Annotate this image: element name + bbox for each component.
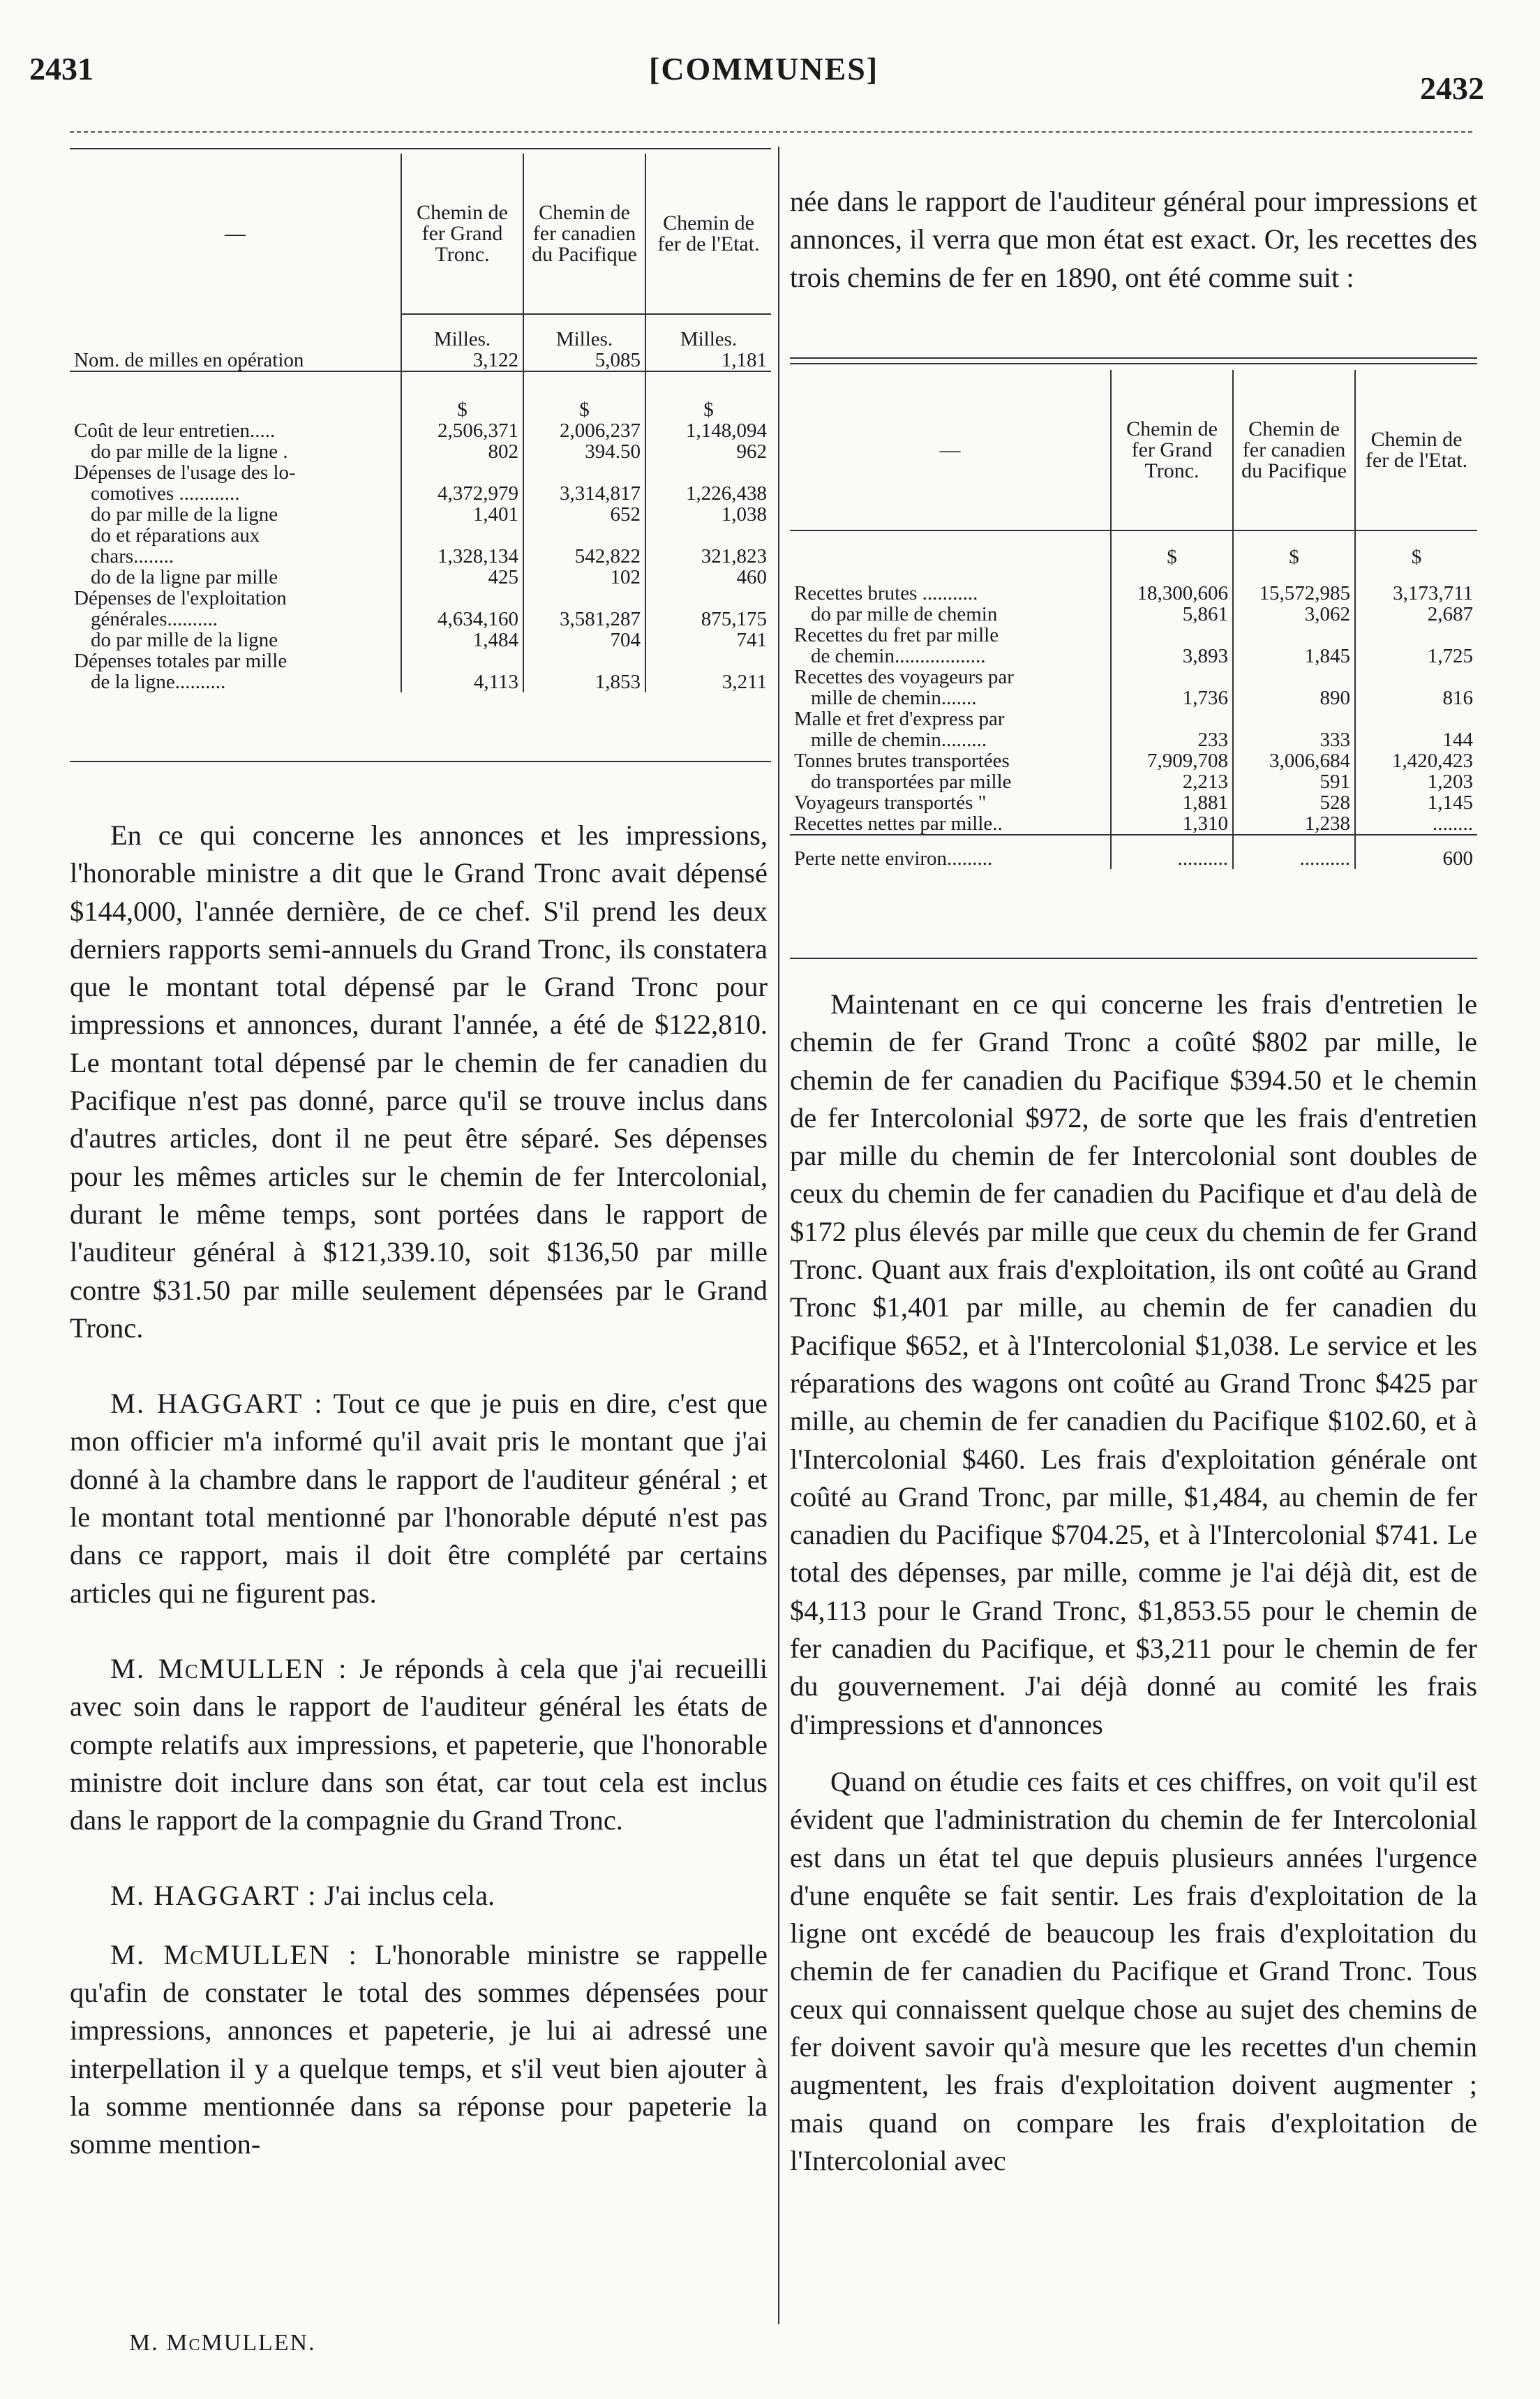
table1-row — [70, 630, 771, 651]
table2-cell: 1,725 — [1355, 646, 1477, 667]
table1-cell: 1,484 — [401, 630, 523, 651]
table1-cell: 741 — [645, 630, 771, 651]
header-rule — [70, 131, 1472, 133]
table2-row — [790, 625, 1477, 646]
table1-cell — [523, 588, 645, 609]
table2-cell: 3,062 — [1233, 604, 1355, 625]
right-column — [790, 986, 1477, 2180]
table2-row-label: de chemin.................. — [811, 645, 986, 667]
table1-cell: 321,823 — [645, 546, 771, 567]
speaker-name: M. HAGGART : — [110, 1388, 324, 1420]
table1-cell — [645, 462, 771, 483]
table2-header-pacifique: Chemin de fer canadien du Pacifique — [1233, 370, 1355, 530]
table1-row — [70, 441, 771, 462]
speech-text: J'ai inclus cela. — [324, 1880, 495, 1912]
table1-row — [70, 671, 771, 692]
table1-row-label: Dépenses de l'exploitation — [74, 587, 287, 609]
table2-row — [790, 750, 1477, 771]
table2-cell: 7,909,708 — [1111, 750, 1233, 771]
table1-header-grand-tronc: Chemin de fer Grand Tronc. — [401, 154, 523, 314]
paragraph — [70, 1877, 768, 1915]
table2-row-label: Voyageurs transportés " — [794, 792, 987, 814]
table1-cell — [401, 462, 523, 483]
speech-text: Tout ce que je puis en dire, c'est que mon officier m'a informé qu'il avait pris le montant que j'ai donné à la chambre dans le rapport de l'auditeur général ; et le montant total mentionné par l'honorable député n'est pas dans ce rapport, mais il doit être complété par certains articles qui ne figurent pas. — [70, 1388, 768, 1609]
table2-cell: 1,145 — [1355, 792, 1477, 813]
table2-cell: 600 — [1355, 835, 1477, 869]
paragraph — [70, 1385, 768, 1612]
table1-row-label: de la ligne.......... — [91, 671, 226, 693]
left-column — [70, 817, 768, 2164]
table1-cell: 704 — [523, 630, 645, 651]
table1-miles-value: 5,085 — [523, 350, 645, 371]
table1-cell: 3,314,817 — [523, 483, 645, 504]
speaker-name: M. McMULLEN : — [110, 1938, 358, 1970]
table1-header-pacifique: Chemin de fer canadien du Pacifique — [523, 154, 645, 314]
table1-row-label: Dépenses de l'usage des lo- — [74, 461, 296, 484]
table2-cell — [1355, 708, 1477, 729]
table1-cell: 4,113 — [401, 671, 523, 692]
table1-row-label: do et réparations aux — [91, 524, 260, 547]
table2-cell — [1233, 708, 1355, 729]
table1-row-label: do par mille de la ligne — [91, 629, 278, 651]
table2-cell: 333 — [1233, 729, 1355, 750]
table2-row — [790, 813, 1477, 835]
table1-row — [70, 462, 771, 483]
table2-row — [790, 708, 1477, 729]
table1-row — [70, 651, 771, 671]
table2-cell: 1,881 — [1111, 792, 1233, 813]
table1-cell: 1,226,438 — [645, 483, 771, 504]
table1-row — [70, 420, 771, 441]
table1-cell: 102 — [523, 567, 645, 588]
table1-cell: 4,372,979 — [401, 483, 523, 504]
column-divider — [778, 147, 779, 2324]
table2-row-label: Recettes brutes ........... — [794, 582, 978, 604]
table1-cell — [645, 525, 771, 546]
table1-cell: 1,328,134 — [401, 546, 523, 567]
table1-miles-label: Nom. de milles en opération — [74, 349, 304, 371]
page-number-right: 2432 — [1420, 70, 1484, 106]
table1-cell: 394.50 — [523, 441, 645, 462]
table1-row-label: comotives ............ — [91, 482, 240, 505]
table1-cell: 1,401 — [401, 504, 523, 525]
speaker-name: M. McMULLEN : — [110, 1652, 348, 1684]
table1-cell: 4,634,160 — [401, 609, 523, 630]
running-title: [COMMUNES] — [649, 51, 879, 87]
table2-row-label: Perte nette environ......... — [790, 835, 1111, 869]
table2-cell: 233 — [1111, 729, 1233, 750]
table2-currency: $ — [1111, 530, 1233, 583]
table1-currency: $ — [645, 371, 771, 420]
table2-cell: 1,845 — [1233, 646, 1355, 667]
table2-cell — [1233, 667, 1355, 688]
table1-cell — [645, 651, 771, 671]
table2-row-label: Malle et fret d'express par — [794, 708, 1005, 730]
table1-cell — [401, 525, 523, 546]
table2-cell: 890 — [1233, 688, 1355, 708]
table2-cell — [1355, 625, 1477, 646]
table2-currency: $ — [1355, 530, 1477, 583]
table2-cell — [1355, 667, 1477, 688]
table2-row-label: Recettes du fret par mille — [794, 624, 999, 646]
table1-bottom-rule — [70, 761, 771, 762]
table2-cell — [1111, 667, 1233, 688]
table2-cell: 3,006,684 — [1233, 750, 1355, 771]
table1-cell: 425 — [401, 567, 523, 588]
table2-top-rule-2 — [790, 363, 1477, 364]
table1-cell — [523, 525, 645, 546]
table1-unit: Milles. — [523, 314, 645, 350]
table2-currency: $ — [1233, 530, 1355, 583]
table1-miles-value: 3,122 — [401, 350, 523, 371]
table1-row — [70, 504, 771, 525]
table2-cell: 18,300,606 — [1111, 583, 1233, 604]
table1-cell: 3,581,287 — [523, 609, 645, 630]
speech-text: Je réponds à cela que j'ai recueilli avec soin dans le rapport de l'auditeur général les états de compte relatifs aux impressions, et papeterie, que l'honorable ministre doit inclure dans son état, car tout cela est inclus dans le rapport de la compagnie du Grand Tronc. — [70, 1652, 768, 1836]
table1-cell: 3,211 — [645, 671, 771, 692]
table2-bottom-rule — [790, 958, 1477, 959]
table1-row — [70, 609, 771, 630]
table1-header-etat: Chemin de fer de l'Etat. — [645, 154, 771, 314]
table2-cell: 1,203 — [1355, 771, 1477, 792]
table1-cell: 460 — [645, 567, 771, 588]
table2-cell: 1,310 — [1111, 813, 1233, 835]
table1-row — [70, 483, 771, 504]
table1-unit: Milles. — [645, 314, 771, 350]
footer-speaker-note: M. McMULLEN. — [129, 2330, 316, 2356]
table1-cell — [401, 651, 523, 671]
table2-cell: 5,861 — [1111, 604, 1233, 625]
table1-row — [70, 588, 771, 609]
table2-cell: 528 — [1233, 792, 1355, 813]
table1-cell — [523, 651, 645, 671]
table2-cell — [1233, 625, 1355, 646]
paragraph: En ce qui concerne les annonces et les impressions, l'honorable ministre a dit que le Grand Tronc avait dépensé $144,000, l'année dernière, de ce chef. S'il prend les deux derniers rapports semi-annuels du Grand Tronc, ils constatera que le montant total dépensé par le Grand Tronc pour impressions et annonces, durant l'année, a été de $122,810. Le montant total dépensé par le chemin de fer canadien du Pacifique n'est pas donné, parce qu'il se trouve inclus dans d'autres articles, dont il ne peut être séparé. Ses dépenses pour les mêmes articles sur le chemin de fer Intercolonial, durant le même temps, sont portées dans le rapport de l'auditeur général à $121,339.10, soit $136,50 par mille contre $31.50 par mille seulement dépensées par le Grand Tronc. — [70, 819, 768, 1344]
table2-cell — [1111, 625, 1233, 646]
table1-stub-header: — — [225, 222, 246, 245]
table2-cell: 3,173,711 — [1355, 583, 1477, 604]
table1-row — [70, 567, 771, 588]
table2-cell: 591 — [1233, 771, 1355, 792]
table2-row — [790, 583, 1477, 604]
table2-cell: .......... — [1111, 835, 1233, 869]
table1-row-label: do par mille de la ligne — [91, 503, 278, 526]
table2-cell: 1,420,423 — [1355, 750, 1477, 771]
table1-row-label: générales.......... — [91, 608, 218, 630]
table1-cell: 802 — [401, 441, 523, 462]
table2-cell: 816 — [1355, 688, 1477, 708]
table2-row-label: do transportées par mille — [811, 771, 1012, 793]
paragraph: née dans le rapport de l'auditeur général pour impressions et annonces, il verra que mon état est exact. Or, les recettes des trois chemins de fer en 1890, ont été comme suit : — [790, 186, 1477, 293]
table2-row — [790, 729, 1477, 750]
table1-row — [70, 546, 771, 567]
table2-cell: 2,687 — [1355, 604, 1477, 625]
table2-row — [790, 604, 1477, 625]
table1-cell: 542,822 — [523, 546, 645, 567]
table2-header-grand-tronc: Chemin de fer Grand Tronc. — [1111, 370, 1233, 530]
table2-header-etat: Chemin de fer de l'Etat. — [1355, 370, 1477, 530]
table1-currency: $ — [401, 371, 523, 420]
table2-cell: 3,893 — [1111, 646, 1233, 667]
table1-cell: 962 — [645, 441, 771, 462]
table1-cell — [401, 588, 523, 609]
table2-row — [790, 667, 1477, 688]
table1-cell: 2,506,371 — [401, 420, 523, 441]
table2-row-label: do par mille de chemin — [811, 603, 998, 625]
table1-cell: 1,148,094 — [645, 420, 771, 441]
table2-stub-header: — — [790, 370, 1111, 530]
table1-row-label: do de la ligne par mille — [91, 566, 278, 588]
table1-cell: 1,038 — [645, 504, 771, 525]
table1-cell — [523, 462, 645, 483]
table1-cell: 1,853 — [523, 671, 645, 692]
table2-row-label: mille de chemin....... — [811, 687, 977, 709]
speaker-name: M. HAGGART : — [110, 1880, 317, 1912]
paragraph: Quand on étudie ces faits et ces chiffres, on voit qu'il est évident que l'administration du chemin de fer Intercolonial est dans un état tel que depuis plusieurs années l'urgence d'une enquête se fait sentir. Les frais d'exploitation de la ligne ont excédé de beaucoup les frais d'exploitation du chemin de fer canadien du Pacifique et Grand Tronc. Tous ceux qui connaissent quelque chose au sujet des chemins de fer doivent savoir qu'à mesure que les recettes d'un chemin augmentent, les frais d'exploitation doivent augmenter ; mais quand on compare les frais d'exploitation de l'Intercolonial avec — [790, 1765, 1477, 2176]
table2-cell: ........ — [1355, 813, 1477, 835]
table2-row — [790, 835, 1477, 869]
paragraph — [70, 1650, 768, 1839]
table2-row — [790, 792, 1477, 813]
expenses-table — [70, 154, 771, 692]
table2-row-label: Recettes des voyageurs par — [794, 666, 1014, 688]
page-number-left: 2431 — [29, 51, 94, 87]
table2-cell: 1,736 — [1111, 688, 1233, 708]
table1-row-label: do par mille de la ligne . — [91, 440, 288, 463]
table2-cell: 144 — [1355, 729, 1477, 750]
table2-row — [790, 646, 1477, 667]
table2-cell: 1,238 — [1233, 813, 1355, 835]
right-column-intro — [790, 183, 1477, 297]
table2-row — [790, 771, 1477, 792]
table1-row-label: chars........ — [91, 545, 174, 567]
table1-cell: 2,006,237 — [523, 420, 645, 441]
table2-cell: 15,572,985 — [1233, 583, 1355, 604]
paragraph — [70, 1936, 768, 2164]
table1-cell — [645, 588, 771, 609]
paragraph: Maintenant en ce qui concerne les frais d'entretien le chemin de fer Grand Tronc a coûté $802 par mille, le chemin de fer canadien du Pacifique $394.50 et le chemin de fer Intercolonial $972, de sorte que les frais d'entretien par mille du chemin de fer Intercolonial sont doubles de ceux du chemin de fer canadien du Pacifique et d'au delà de $172 plus élevés par mille que ceux du chemin de fer Grand Tronc. Quant aux frais d'exploitation, ils ont coûté au Grand Tronc $1,401 par mille, au chemin de fer canadien du Pacifique $652, et à l'Intercolonial $1,038. Le service et les réparations des wagons ont coûté au Grand Tronc $425 par mille, au chemin de fer canadien du Pacifique $102.60, et à l'Intercolonial $460. Les frais d'exploitation générale ont coûté au Grand Tronc, par mille, $1,484, au chemin de fer canadien du Pacifique $704.25, et à l'Intercolonial $741. Le total des dépenses, par mille, comme je l'ai déjà dit, est de $4,113 pour le Grand Tronc, $1,853.55 pour le chemin de fer canadien du Pacifique, et $3,211 pour le chemin de fer du gouvernement. J'ai déjà donné au comité les frais d'impressions et d'annonces — [790, 988, 1477, 1740]
table1-top-rule — [70, 148, 771, 149]
table1-unit: Milles. — [401, 314, 523, 350]
table2-row-label: Tonnes brutes transportées — [794, 750, 1010, 772]
table2-cell — [1111, 708, 1233, 729]
table2-row-label: mille de chemin......... — [811, 729, 987, 751]
table2-row-label: Recettes nettes par mille.. — [794, 812, 1003, 835]
table1-miles-value: 1,181 — [645, 350, 771, 371]
table1-row-label: Dépenses totales par mille — [74, 650, 287, 672]
table1-cell: 875,175 — [645, 609, 771, 630]
table1-cell: 652 — [523, 504, 645, 525]
table2-top-rule — [790, 357, 1477, 359]
table2-cell: 2,213 — [1111, 771, 1233, 792]
table1-currency: $ — [523, 371, 645, 420]
speech-text: L'honorable ministre se rappelle qu'afin de constater le total des sommes dépensées pour impressions, annonces et papeterie, je lui ai adressé une interpellation il y a quelque temps, et s'il veut bien ajouter à la somme mentionnée dans sa réponse pour papeterie la somme mention- — [70, 1938, 768, 2160]
table1-row — [70, 525, 771, 546]
table2-cell: .......... — [1233, 835, 1355, 869]
receipts-table — [790, 370, 1477, 869]
table2-row — [790, 688, 1477, 708]
table1-row-label: Coût de leur entretien..... — [74, 419, 276, 442]
